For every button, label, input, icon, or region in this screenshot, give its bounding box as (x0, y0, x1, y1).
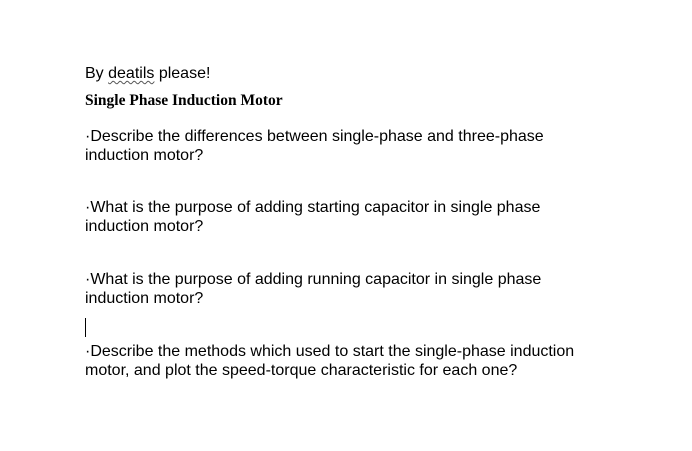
document-heading: Single Phase Induction Motor (85, 92, 283, 109)
bullet-dot: · (85, 128, 91, 145)
question-text: What is the purpose of adding running capacitor in single phase (90, 271, 542, 288)
question-line-2: induction motor? (85, 147, 204, 164)
question-paragraph (85, 342, 645, 380)
question-line-2: motor, and plot the speed-torque characteristic for each one? (85, 362, 518, 379)
question-line-1 (85, 127, 645, 146)
question-text: What is the purpose of adding starting capacitor in single phase (90, 199, 541, 216)
empty-line[interactable] (85, 316, 645, 342)
question-paragraph (85, 198, 645, 236)
intro-before: By (85, 65, 109, 82)
misspelled-word[interactable]: deatils (108, 65, 155, 82)
question-line-1 (85, 342, 645, 361)
question-line-1 (85, 270, 645, 289)
question-line-1 (85, 198, 645, 217)
bullet-dot: · (85, 343, 91, 360)
document-body[interactable] (85, 64, 645, 380)
text-cursor (85, 318, 86, 337)
intro-after: please! (154, 65, 211, 82)
bullet-dot: · (85, 271, 91, 288)
question-paragraph (85, 270, 645, 308)
question-line-2: induction motor? (85, 218, 204, 235)
question-paragraph (85, 127, 645, 165)
question-text: Describe the methods which used to start the single-phase induction (90, 343, 575, 360)
question-line-2: induction motor? (85, 290, 204, 307)
question-text: Describe the differences between single-phase and three-phase (90, 128, 544, 145)
bullet-dot: · (85, 199, 91, 216)
intro-line (85, 64, 645, 83)
